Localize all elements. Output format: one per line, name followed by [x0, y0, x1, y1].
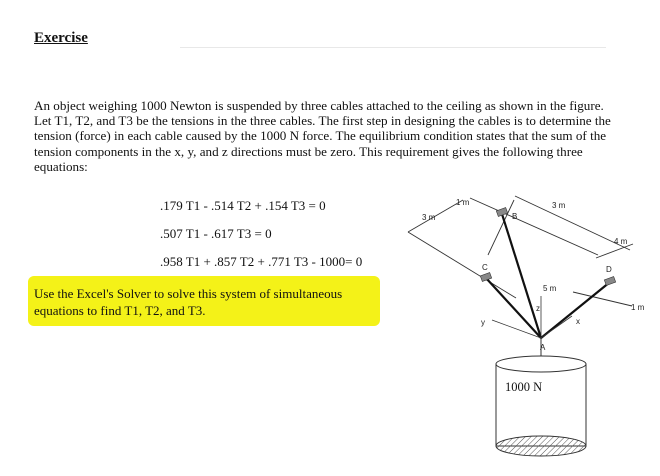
cable-b: [502, 214, 541, 338]
label-4m: 4 m: [614, 237, 628, 246]
ceiling-edge-left: [408, 200, 463, 232]
equation-2: .507 T1 - .617 T3 = 0: [160, 226, 272, 241]
weight-top: [496, 356, 586, 372]
label-3m-right: 3 m: [552, 201, 566, 210]
instruction-text: Use the Excel's Solver to solve this system of simultaneous equations to find T1, T2, and T3.: [34, 286, 343, 318]
equation-1: .179 T1 - .514 T2 + .154 T3 = 0: [160, 198, 326, 213]
exercise-heading: Exercise: [34, 30, 88, 46]
cable-figure: [400, 188, 660, 476]
mount-c: [480, 272, 491, 281]
ceiling-edge-front: [408, 232, 516, 298]
label-point-c: C: [482, 263, 488, 272]
x-axis: [541, 316, 572, 338]
weight-base: [496, 436, 586, 456]
problem-paragraph: An object weighing 1000 Newton is suspended by three cables attached to the ceiling as shown in the figure. Let T1, T2, and T3 be the tensions in the three cables. The first step in designing the cables is to determine the tension (force) in each cable caused by the 1000 N force. The equilibrium condition states that the sum of the tension components in the x, y, and z directions must be zero. This requirement gives the following three equations:: [34, 98, 611, 174]
mount-b: [496, 207, 507, 216]
label-point-a: A: [540, 343, 546, 352]
label-axis-y: y: [481, 318, 485, 327]
label-point-b: B: [512, 212, 518, 221]
label-axis-x: x: [576, 317, 580, 326]
label-1m-top: 1 m: [456, 198, 470, 207]
label-point-d: D: [606, 265, 612, 274]
ceiling-diagonal: [488, 200, 514, 255]
label-3m-left: 3 m: [422, 213, 436, 222]
weight-label: 1000 N: [505, 380, 543, 394]
label-5m: 5 m: [543, 284, 557, 293]
ceiling-edge-back: [515, 196, 630, 250]
ceiling-dim-line: [470, 198, 598, 255]
divider-line: [180, 47, 606, 48]
weight-body: [496, 364, 586, 446]
mount-d: [604, 276, 615, 285]
label-axis-z: z: [536, 304, 540, 313]
label-1m-right: 1 m: [631, 303, 645, 312]
ceiling-edge-right: [596, 244, 633, 258]
cable-c: [486, 278, 541, 338]
equation-3: .958 T1 + .857 T2 + .771 T3 - 1000= 0: [160, 254, 363, 269]
